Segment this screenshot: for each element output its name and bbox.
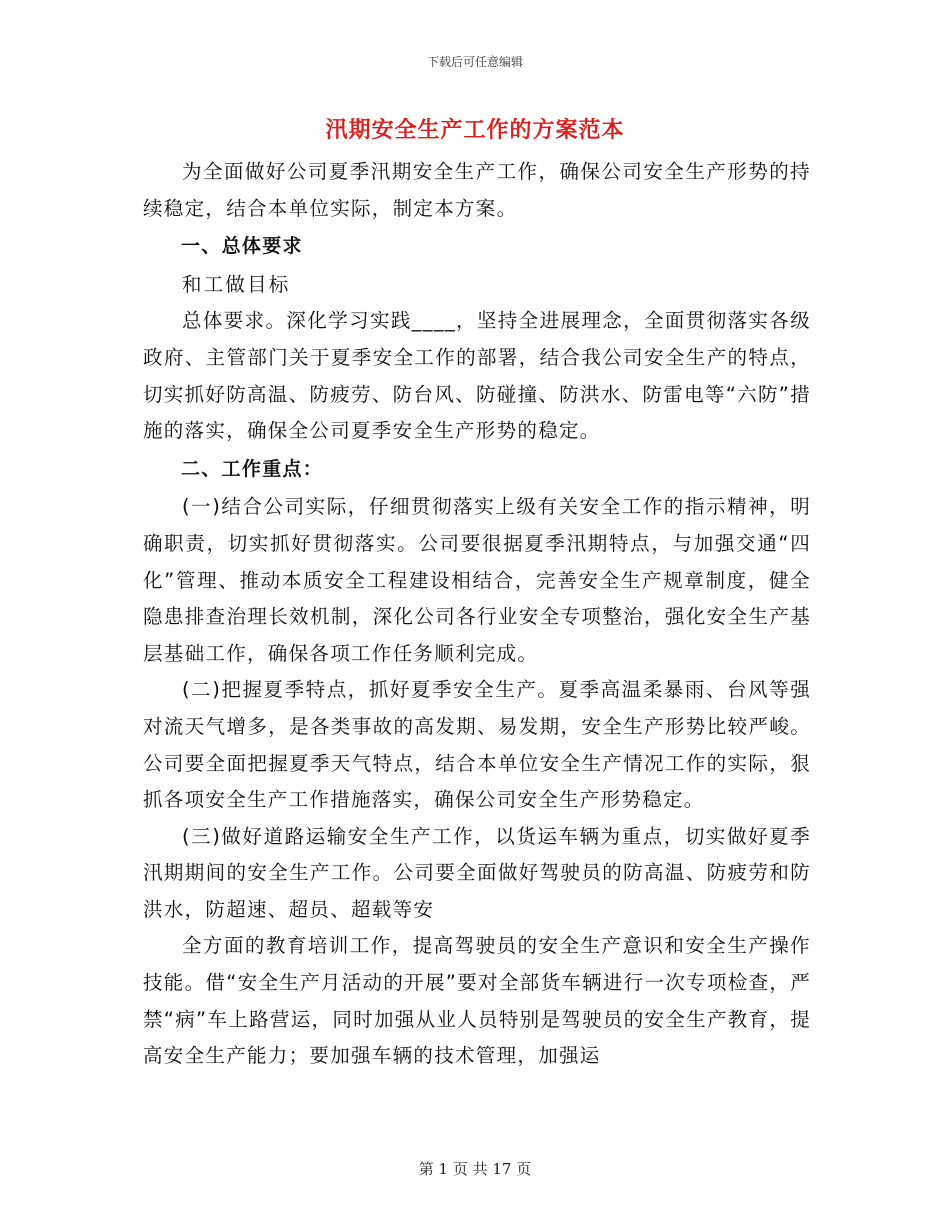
section-subheading-goals: 和工做目标 (182, 272, 291, 296)
page-number-footer: 第 1 页 共 17 页 (418, 1160, 532, 1178)
section-heading-work-focus: 二、工作重点： (181, 457, 324, 480)
intro-paragraph: 为全面做好公司夏季汛期安全生产工作，确保公司安全生产形势的持续稳定，结合本单位实际，制定本方案。 (143, 160, 811, 220)
work-focus-item-1: (一)结合公司实际，仔细贯彻落实上级有关安全工作的指示精神，明确职责，切实抓好贯彻落实。公司要很据夏季汛期特点，与加强交通“四化”管理、推动本质安全工程建设相结合，完善安全生产规章制度，健全隐患排查治理长效机制，深化公司各行业安全专项整治，强化安全生产基层基础工作，确保各项工作任务顺利完成。 (143, 495, 811, 665)
work-focus-item-3: (三)做好道路运输安全生产工作，以货运车辆为重点，切实做好夏季汛期期间的安全生产工作。公司要全面做好驾驶员的防高温、防疲劳和防洪水，防超速、超员、超载等安 (143, 824, 811, 921)
document-body (143, 154, 811, 1075)
page-header-note: 下载后可任意编辑 (426, 55, 523, 69)
overall-requirements-paragraph: 总体要求。深化学习实践____，坚持全进展理念，全面贯彻落实各级政府、主管部门关于夏季安全工作的部署，结合我公司安全生产的特点，切实抓好防高温、防疲劳、防台风、防碰撞、防洪水、防雷电等“六防”措施的落实，确保全公司夏季安全生产形势的稳定。 (143, 309, 811, 443)
document-title: 汛期安全生产工作的方案范本 (325, 118, 625, 143)
section-heading-overall-requirements: 一、总体要求 (181, 235, 303, 258)
work-focus-item-2: (二)把握夏季特点，抓好夏季安全生产。夏季高温柔暴雨、台风等强对流天气增多，是各类事故的高发期、易发期，安全生产形势比较严峻。公司要全面把握夏季天气特点，结合本单位安全生产情况工作的实际，狠抓各项安全生产工作措施落实，确保公司安全生产形势稳定。 (143, 678, 811, 812)
work-focus-item-3-continued: 全方面的教育培训工作，提高驾驶员的安全生产意识和安全生产操作技能。借“安全生产月活动的开展”要对全部货车辆进行一次专项检查，严禁“病”车上路营运，同时加强从业人员特别是驾驶员的安全生产教育，提高安全生产能力；要加强车辆的技术管理，加强运 (143, 934, 811, 1068)
